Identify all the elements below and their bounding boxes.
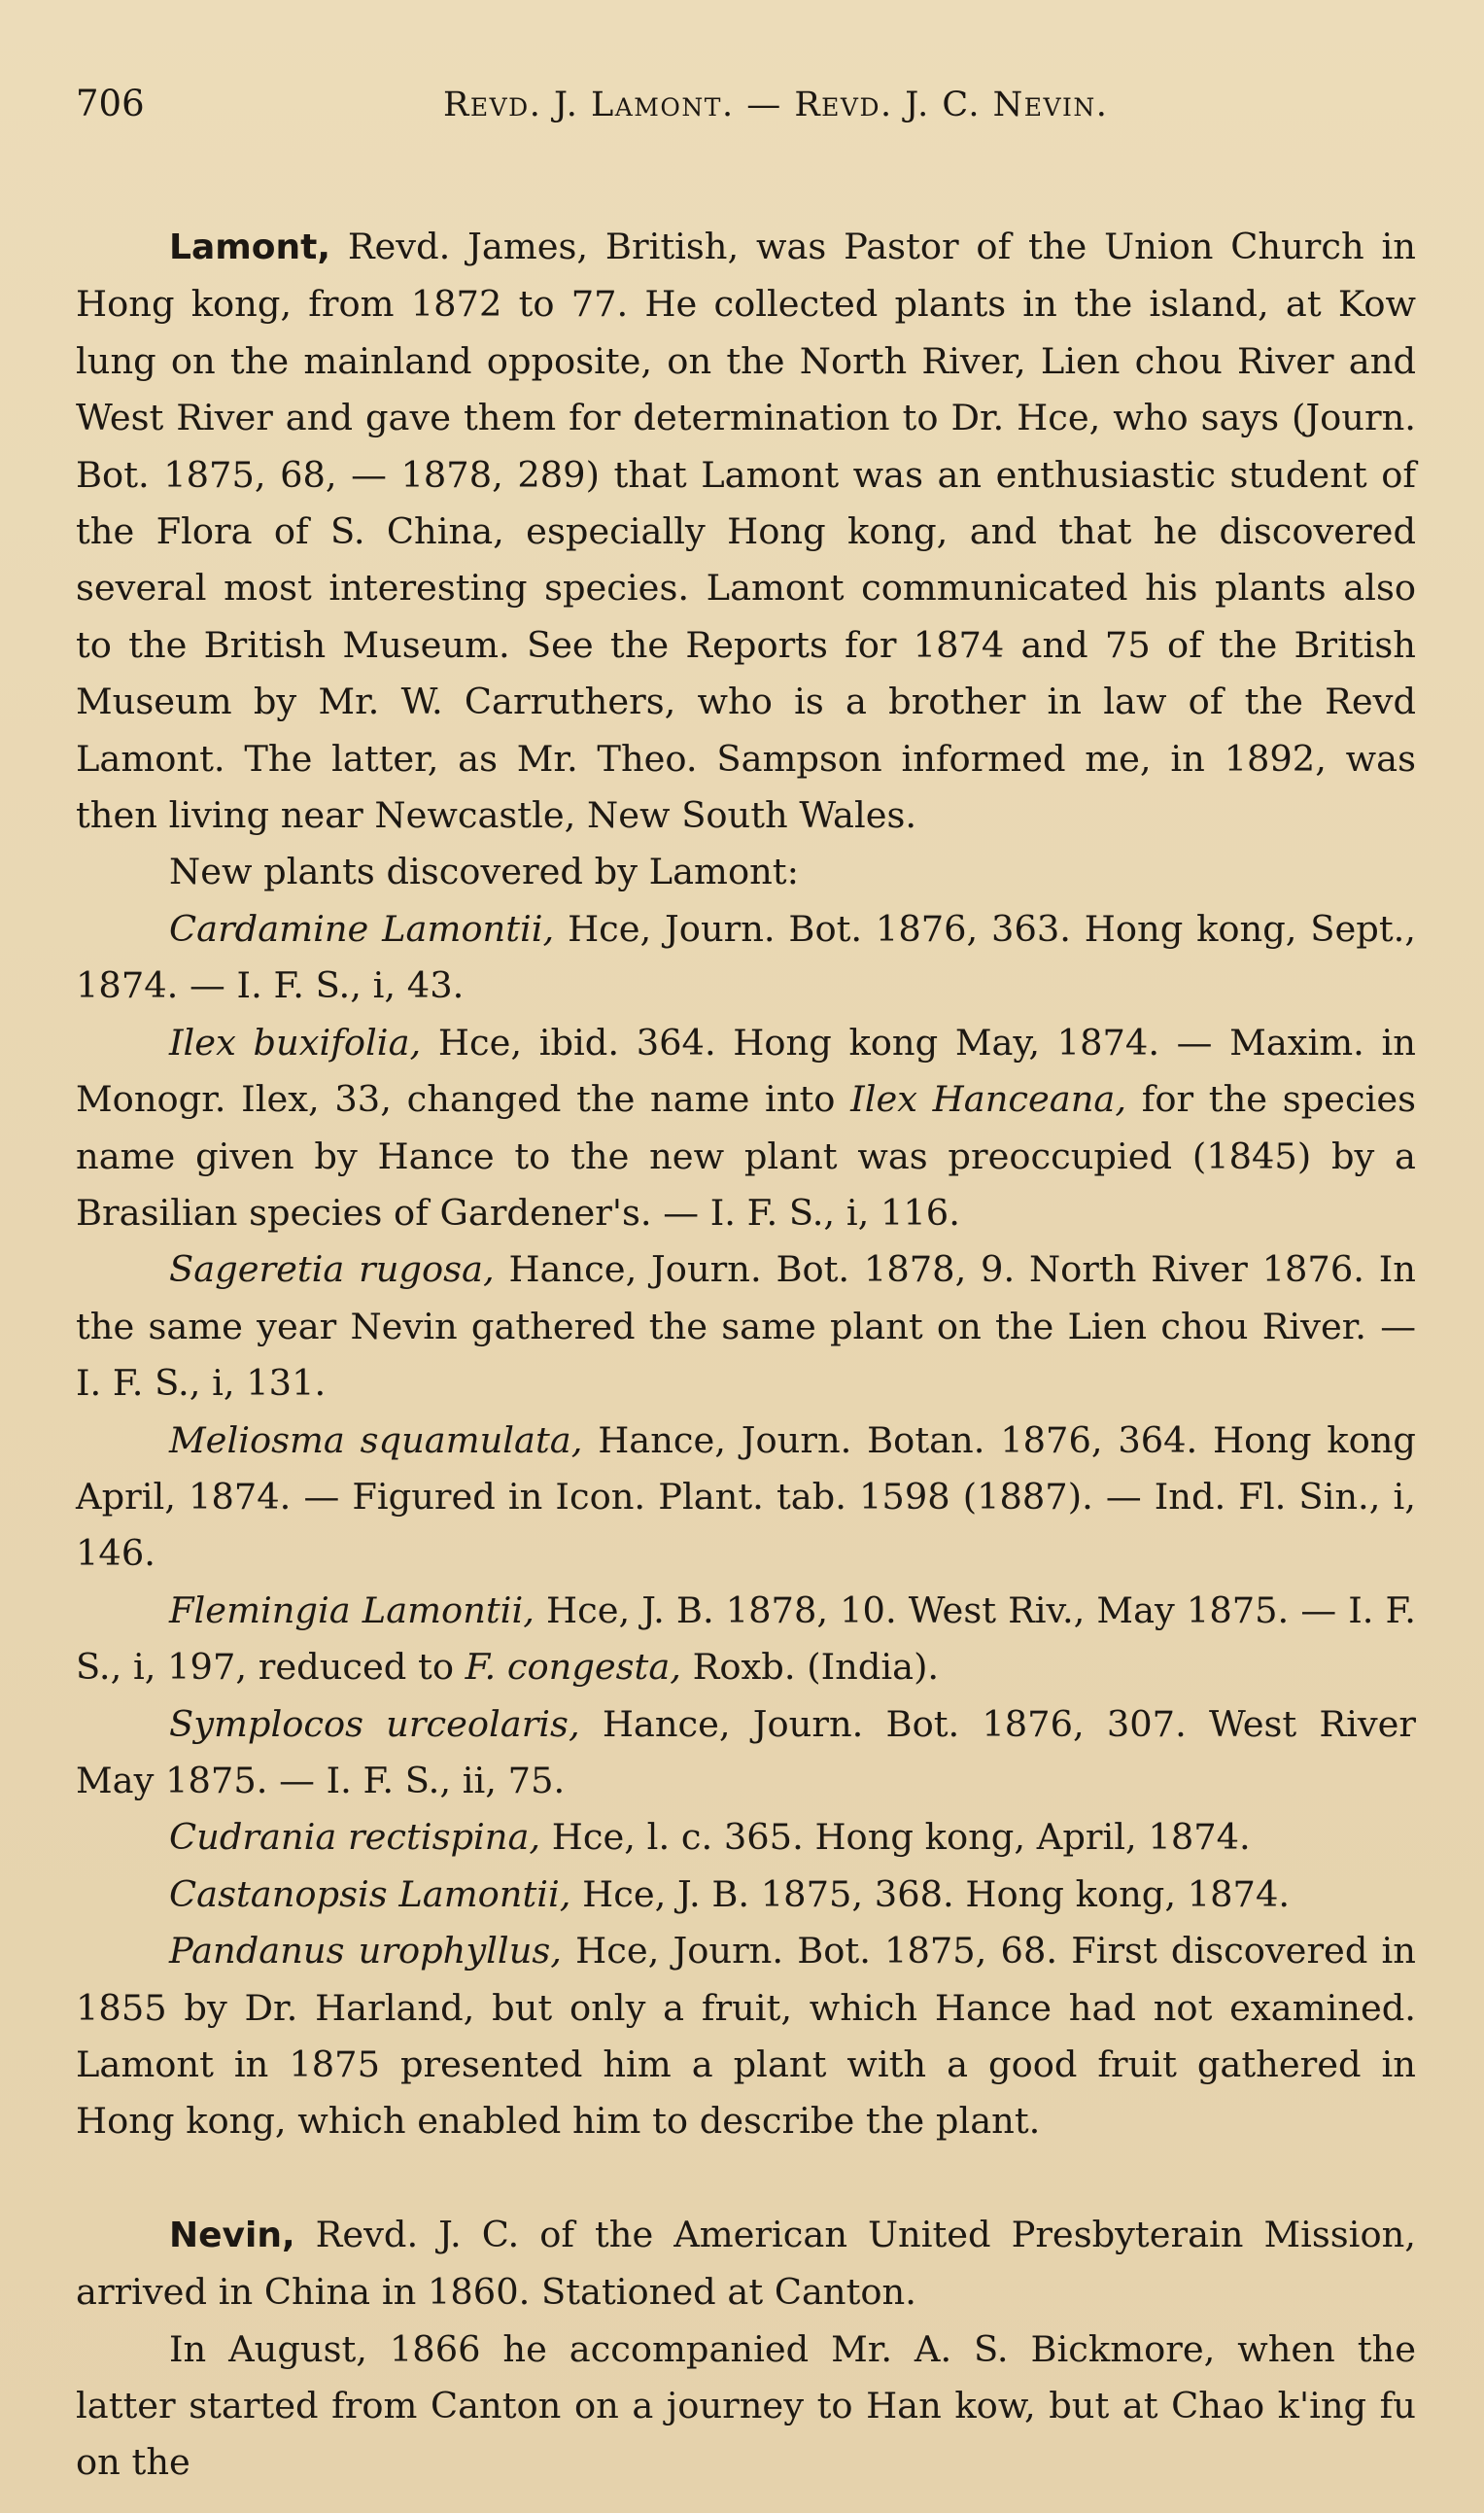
plant-citation: for the species name given by Hance to the new plant was preoccupied (1845) by a Brasilian species of Gardener's. — I. F. S., i, 116. (76, 1078, 1416, 1234)
species-name: Cudrania rectispina, (169, 1816, 541, 1859)
species-name: Castanopsis Lamontii, (169, 1872, 571, 1915)
nevin-paragraph: In August, 1866 he accompanied Mr. A. S. Bickmore, when the latter started from Canton on a journey to Han kow, but at Chao k'ing fu on the (76, 2327, 1416, 2484)
plant-citation: Hce, J. B. 1875, 368. Hong kong, 1874. (570, 1872, 1291, 1915)
species-name: Cardamine Lamontii, (169, 907, 555, 950)
species-name: Symplocos urceolaris, (169, 1702, 580, 1745)
plants-intro: New plants discovered by Lamont: (169, 851, 799, 893)
species-name: Pandanus urophyllus, (169, 1930, 562, 1972)
plant-entry (76, 1015, 1416, 1242)
plant-citation: Hance, Journ. Bot. 1878, 9. North River 1876. In the same year Nevin gathered the same plant on the Lien chou River. — I. F. S., i, 131. (76, 1248, 1416, 1405)
species-name: Flemingia Lamontii, (169, 1588, 535, 1631)
plant-citation: Hce, J. B. 1878, 10. West Riv., May 1875. — I. F. S., i, 197, reduced to (76, 1588, 1416, 1689)
plant-citation: Roxb. (India). (680, 1646, 940, 1689)
body-text (76, 219, 1416, 2492)
plant-entry (76, 1809, 1416, 1866)
plant-citation: Hance, Journ. Bot. 1876, 307. West River May 1875. — I. F. S., ii, 75. (76, 1702, 1417, 1801)
plant-citation: Hce, ibid. 364. Hong kong May, 1874. — Maxim. in Monogr. Ilex, 33, changed the name into (76, 1021, 1416, 1121)
plant-citation: Hce, l. c. 365. Hong kong, April, 1874. (540, 1816, 1251, 1859)
lamont-name: Lamont, (169, 227, 330, 267)
plant-citation: Hance, Journ. Botan. 1876, 364. Hong kong April, 1874. — Figured in Icon. Plant. tab. 1598 (1887). — Ind. Fl. Sin., i, 146. (76, 1418, 1416, 1575)
plant-entry (76, 1583, 1416, 1696)
plant-entry (76, 1923, 1416, 2150)
lamont-bio: Revd. James, British, was Pastor of the Union Church in Hong kong, from 1872 to 77. He collected plants in the island, at Kow lung on the mainland opposite, on the North River, Lien chou River and West River and gave them for determination to Dr. Hce, who says (Journ. Bot. 1875, 68, — 1878, 289) that Lamont was an enthusiastic student of the Flora of S. China, especially Hong kong, and that he discovered several most interesting species. Lamont communicated his plants also to the British Museum. See the Reports for 1874 and 75 of the British Museum by Mr. W. Carruthers, who is a brother in law of the Revd Lamont. The latter, as Mr. Theo. Sampson informed me, in 1892, was then living near Newcastle, New South Wales. (76, 226, 1416, 837)
species-name: Meliosma squamulata, (169, 1418, 583, 1461)
plant-entry (76, 1867, 1416, 1923)
running-title: Revd. J. Lamont. — Revd. J. C. Nevin. (443, 86, 1109, 124)
plant-citation: Hce, Journ. Bot. 1875, 68. First discovered in 1855 by Dr. Harland, but only a fruit, which Hance had not examined. Lamont in 1875 presented him a plant with a good fruit gathered in Hong kong, which enabled him to describe the plant. (76, 1930, 1417, 2143)
nevin-bio: Revd. J. C. of the American United Presbyterain Mission, arrived in China in 1860. Stationed at Canton. (76, 2213, 1416, 2314)
plant-entry (76, 1413, 1416, 1583)
species-name: Ilex buxifolia, (169, 1021, 422, 1064)
page-number: 706 (76, 83, 145, 124)
species-name: Sageretia rugosa, (169, 1248, 495, 1291)
nevin-name: Nevin, (169, 2215, 295, 2255)
species-name: F. congesta, (465, 1646, 681, 1689)
plant-entry (76, 1696, 1416, 1810)
plant-entry (76, 1241, 1416, 1412)
plant-entry (76, 901, 1416, 1015)
species-name: Ilex Hanceana, (850, 1078, 1127, 1121)
lamont-entry (76, 219, 1416, 844)
nevin-entry (76, 2207, 1416, 2321)
running-head (76, 83, 1416, 141)
section-gap (76, 2150, 1416, 2207)
plant-citation: Hce, Journ. Bot. 1876, 363. Hong kong, Sept., 1874. — I. F. S., i, 43. (76, 907, 1417, 1007)
